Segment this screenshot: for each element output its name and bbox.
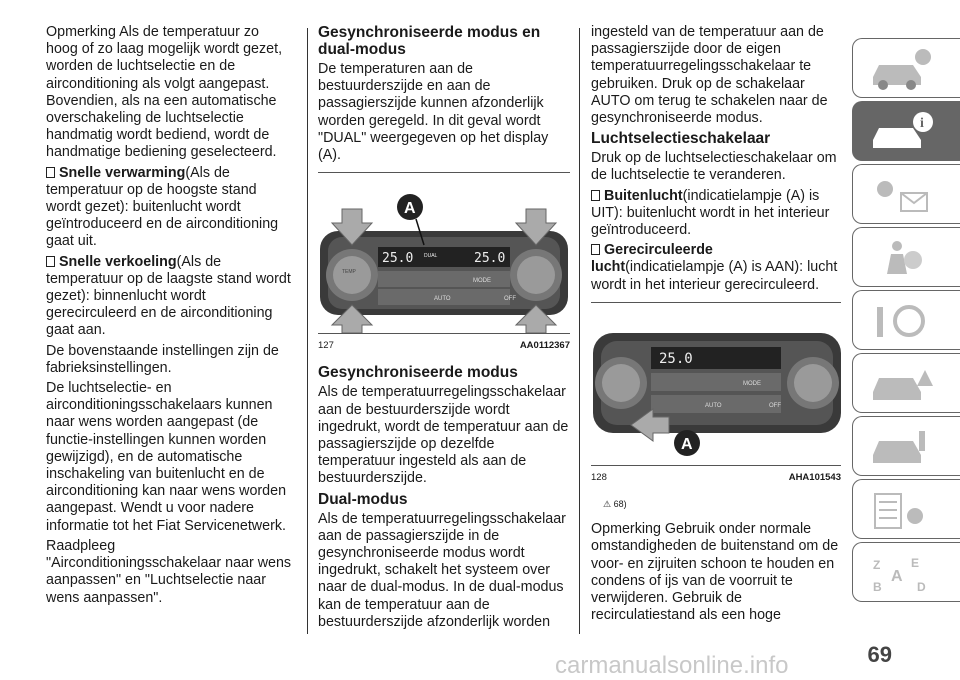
- tab-car-info-active[interactable]: [852, 101, 960, 161]
- svg-text:Z: Z: [873, 558, 881, 572]
- list-item: [46, 254, 294, 340]
- figure-rule: [591, 302, 841, 303]
- off-button-label: OFF: [504, 296, 516, 303]
- list-item: [46, 165, 294, 251]
- note-paragraph: Opmerking Gebruik onder normale omstandigheden de buitenstand om de voor- en zijruiten schoon te houden en condens of ijs van de voorruit te verwijderen. Gebruik de recirculatiestand als een hoge: [591, 521, 839, 624]
- page-number: 69: [867, 642, 892, 667]
- svg-text:B: B: [873, 580, 882, 594]
- car-breakdown-icon: [867, 362, 937, 406]
- tab-lights[interactable]: [852, 164, 960, 224]
- item-text: (indicatielampje (A) is AAN): lucht wordt in het interieur gerecirculeerd.: [591, 259, 838, 293]
- tab-technical[interactable]: [852, 479, 960, 539]
- checkbox-icon: [591, 190, 600, 201]
- figure-number: 128: [591, 471, 607, 483]
- figure-caption: [591, 465, 841, 486]
- paragraph: Raadpleeg "Airconditioningsschakelaar naar wens aanpassen" en "Luchtselectie naar wens aanpassen".: [46, 537, 292, 606]
- dual-indicator: DUAL: [424, 253, 438, 260]
- mode-button-label: MODE: [473, 278, 491, 285]
- figure-rule: [318, 172, 570, 173]
- tab-car-info[interactable]: [852, 38, 960, 98]
- paragraph: Als de temperatuurregelingsschakelaar aan de bestuurderszijde wordt ingedrukt, wordt de temperatuur aan de passagierszijde op dezelfde temperatuur ingesteld als aan de bestuurderszijde.: [318, 384, 569, 487]
- climate-panel-image: [591, 313, 843, 465]
- list-item: [591, 242, 841, 294]
- tab-emergency[interactable]: [852, 353, 960, 413]
- climate-panel-image: [318, 183, 570, 333]
- auto-button-label: AUTO: [434, 296, 451, 303]
- steering-key-icon: [867, 299, 937, 343]
- tab-index[interactable]: [852, 542, 960, 602]
- temp-knob-label: TEMP: [342, 269, 356, 276]
- car-info-icon: [867, 110, 937, 154]
- column-1: [46, 24, 294, 610]
- column-divider: [579, 28, 580, 634]
- car-service-icon: [867, 425, 937, 469]
- svg-text:E: E: [911, 556, 920, 570]
- note-reference: [603, 496, 841, 513]
- column-3: [591, 24, 841, 627]
- auto-button-label: AUTO: [705, 402, 722, 409]
- chapter-tabs: [852, 38, 960, 605]
- note-paragraph: Opmerking Als de temperatuur zo hoog of zo laag mogelijk wordt gezet, worden de luchtselectie en de airconditioning als volgt aangepast. Bovendien, als na een automatische overschakeling de luchtselectie handmatig wordt bediend, wordt de handmatige bediening geselecteerd.: [46, 24, 283, 161]
- list-item: [591, 188, 841, 240]
- item-title: Gerecirculeerde lucht: [591, 242, 713, 276]
- checkbox-icon: [46, 167, 55, 178]
- list-icon: [867, 488, 937, 532]
- warning-icon: ⚠: [603, 499, 612, 510]
- mode-button-label: MODE: [743, 380, 761, 387]
- figure-code: AA0112367: [519, 340, 570, 352]
- alphabet-index-icon: [867, 551, 937, 595]
- temp-left-readout: 25.0: [382, 251, 414, 267]
- item-text: (Als de temperatuur op de hoogste stand wordt gezet): buitenlucht wordt geïntroduceerd en de airconditioning gaat uit.: [46, 164, 279, 250]
- paragraph: De bovenstaande instellingen zijn de fabrieksinstellingen.: [46, 342, 279, 376]
- figure-code: AHA101543: [788, 471, 841, 483]
- paragraph: De luchtselectie- en airconditioningsschakelaars kunnen naar wens worden aangepast (de functie-instellingen kunnen worden gewijzigd), en de automatische inschakeling van buitenlucht en de airconditioning kan naar wens worden aangepast. Wendt u voor nadere informatie tot het Fiat Servicenetwerk.: [46, 380, 287, 534]
- figure-127: [318, 183, 570, 333]
- item-title: Snelle verwarming: [59, 164, 186, 181]
- item-title: Buitenlucht: [604, 187, 683, 204]
- column-divider: [307, 28, 308, 634]
- callout-label: A: [681, 435, 693, 453]
- car-info-icon: [867, 47, 937, 91]
- section-heading: Gesynchroniseerde modus en dual-modus: [318, 24, 541, 58]
- item-text: (indicatielampje (A) is UIT): buitenlucht wordt in het interieur geïntroduceerd.: [591, 187, 830, 239]
- tab-driving[interactable]: [852, 290, 960, 350]
- item-title: Snelle verkoeling: [59, 253, 177, 270]
- item-text: (Als de temperatuur op de laagste stand wordt gezet): binnenlucht wordt gerecirculeerd en de airconditioning gaat aan.: [46, 253, 291, 339]
- checkbox-icon: [46, 256, 55, 267]
- paragraph: De temperaturen aan de bestuurderszijde en aan de passagierszijde kunnen afzonderlijk worden geregeld. In dit geval wordt "DUAL" weergegeven op het display (A).: [318, 61, 549, 164]
- section-heading: Gesynchroniseerde modus: [318, 364, 518, 382]
- paragraph: Druk op de luchtselectieschakelaar om de luchtselectie te veranderen.: [591, 150, 837, 184]
- section-heading: Luchtselectieschakelaar: [591, 130, 771, 148]
- paragraph: Als de temperatuurregelingsschakelaar aan de passagierszijde in de gesynchroniseerde modus wordt ingedrukt, schakelt het systeem over naar de dual-modus. In de dual-modus kan de temperatuur aan de bestuurderszijde afzonderlijk worden: [318, 510, 566, 630]
- checkbox-icon: [591, 244, 600, 255]
- temp-right-readout: 25.0: [474, 251, 506, 267]
- watermark: carmanualsonline.info: [555, 652, 789, 679]
- airbag-icon: [867, 236, 937, 280]
- light-mail-icon: [867, 173, 937, 217]
- svg-text:i: i: [920, 116, 924, 131]
- off-button-label: OFF: [769, 402, 781, 409]
- section-heading: Dual-modus: [318, 490, 408, 508]
- tab-safety[interactable]: [852, 227, 960, 287]
- paragraph: ingesteld van de temperatuur aan de passagierszijde door de eigen temperatuurregelingsschakelaar te gebruiken. Druk op de schakelaar AUTO om terug te schakelen naar de gesynchroniseerde modus.: [591, 24, 828, 127]
- svg-text:A: A: [891, 568, 903, 585]
- figure-caption: [318, 333, 570, 354]
- note-ref-number: 68): [613, 499, 627, 510]
- figure-number: 127: [318, 340, 334, 352]
- callout-label: A: [404, 200, 416, 218]
- figure-128: [591, 313, 843, 465]
- svg-text:D: D: [917, 580, 926, 594]
- column-2: [318, 24, 570, 634]
- tab-maintenance[interactable]: [852, 416, 960, 476]
- temp-readout: 25.0: [659, 350, 693, 367]
